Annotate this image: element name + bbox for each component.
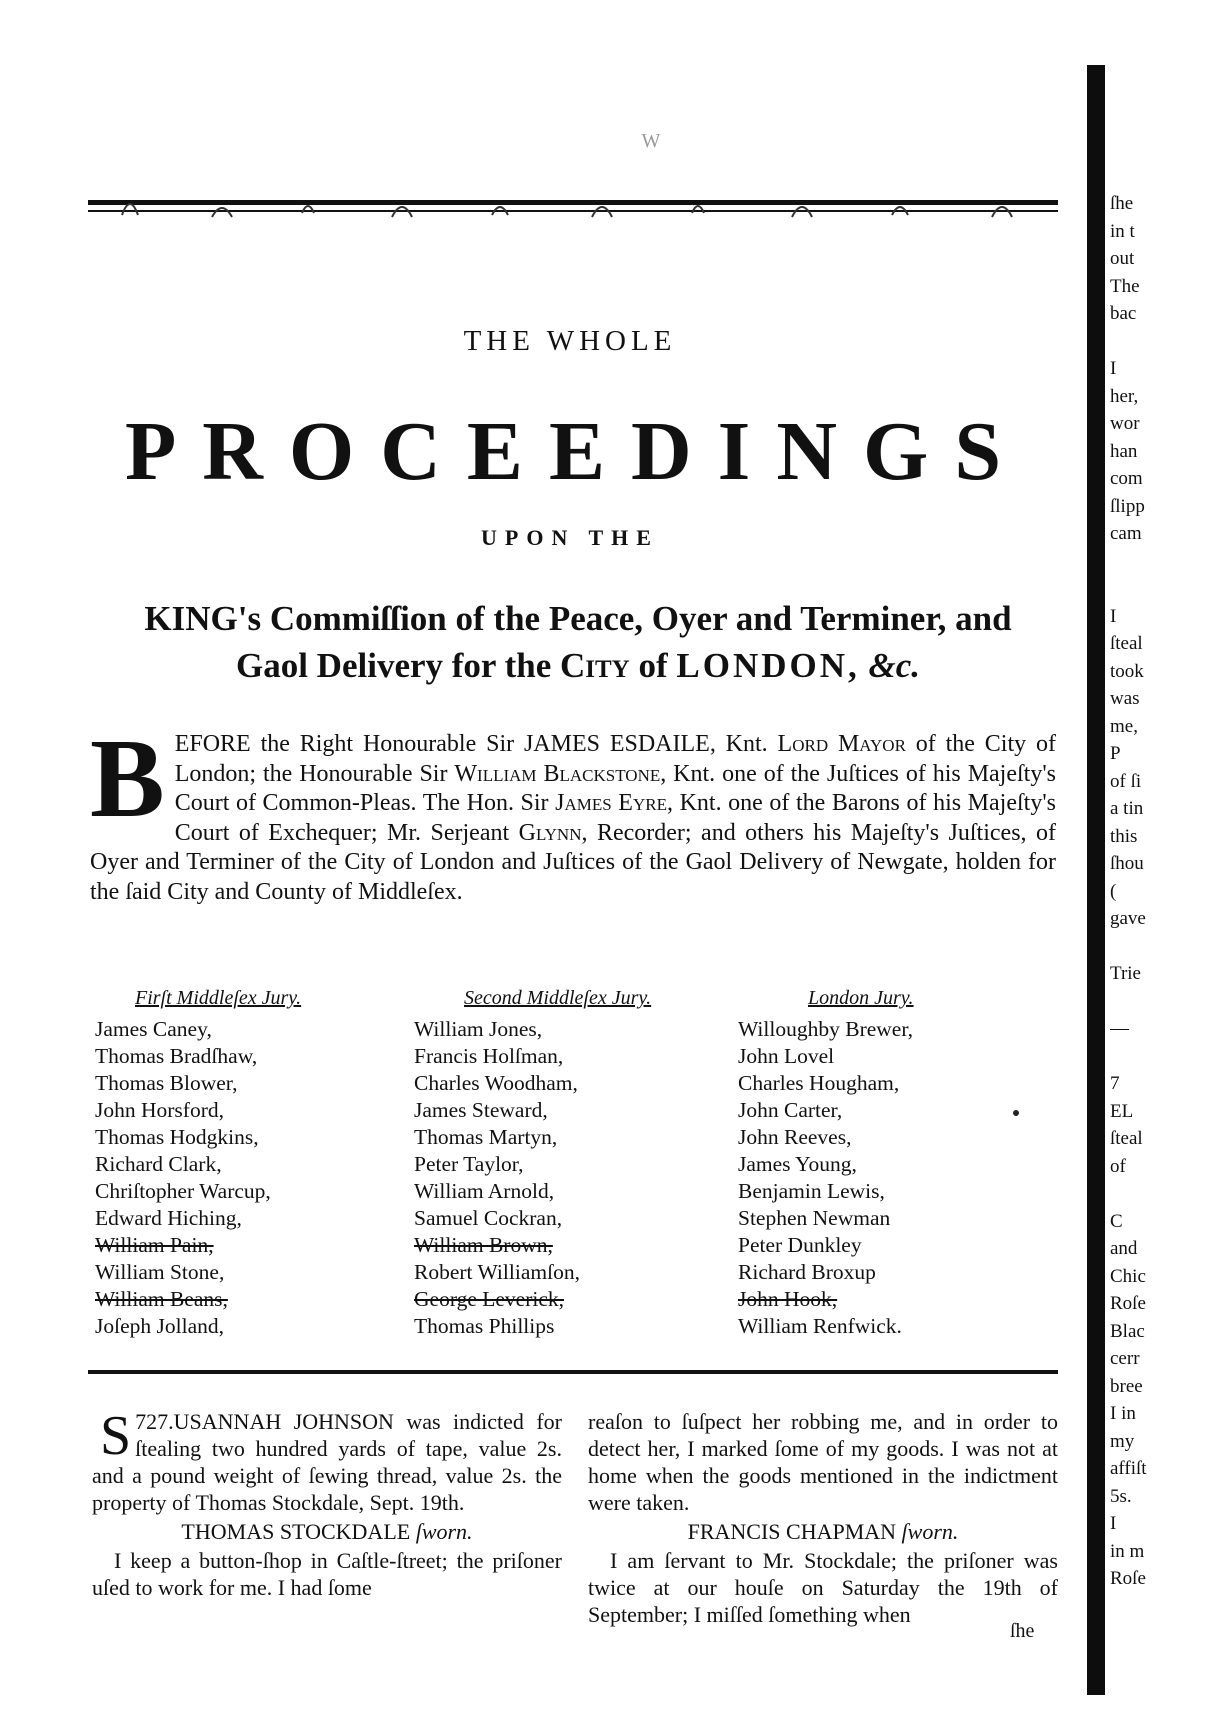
next-page-line: took [1110, 660, 1144, 682]
next-page-line [1110, 548, 1209, 576]
title-upon-the: UPON THE [481, 525, 659, 550]
next-page-line: ( [1110, 880, 1117, 902]
preamble-text-e: Recorder; and others his Majeſty's Juſtices, of Oyer and Terminer of the City of London and Juſtices of the Gaol Delivery of Newgate, holden for the ſaid City and County of Middleſex. [90, 819, 1056, 905]
witness-sworn: ſworn. [415, 1519, 473, 1544]
preamble-glynn: Glynn, [518, 819, 588, 846]
title-proceedings: PROCEEDINGS [124, 405, 1028, 498]
next-page-line: a tin [1110, 798, 1144, 819]
witness-name: THOMAS STOCKDALE [181, 1519, 411, 1544]
jury-member: James Young, [738, 1152, 857, 1176]
catchword: ſhe [1010, 1620, 1035, 1642]
preamble-text-c: Knt. one of the Juſtices of his Majeſty's Court of Common-Pleas. The Hon. Sir [174, 760, 1056, 816]
next-page-line: — [1110, 1018, 1129, 1039]
preamble-text-b: of the City of London; the Honourable Sir [174, 731, 1056, 787]
jury-member: Thomas Bradſhaw, [95, 1044, 258, 1068]
next-page-line: cerr [1110, 1348, 1140, 1369]
next-page-line: ſteal [1110, 633, 1143, 654]
next-page-line: I [1110, 605, 1117, 627]
jury-member-struck: William Pain, [95, 1233, 214, 1257]
delivery-city: City [559, 646, 630, 685]
ornament-flourish-icon [92, 182, 1060, 222]
jury-member: Edward Hiching, [95, 1206, 242, 1230]
witness-heading [588, 1518, 1058, 1545]
jury-member: William Jones, [414, 1017, 543, 1041]
jury-heading: Second Middleſex Jury. [464, 987, 652, 1009]
next-page-line: ſhe [1110, 193, 1134, 214]
next-page-line [1110, 1180, 1209, 1208]
witness-heading [92, 1518, 562, 1545]
section-rule [88, 1370, 1058, 1374]
jury-member: William Arnold, [414, 1179, 555, 1203]
next-page-line: me, [1110, 715, 1138, 737]
witness-testimony: I keep a button-ſhop in Caſtle-ſtreet; the priſoner uſed to work for me. I had ſome [92, 1548, 562, 1600]
next-page-line: Roſe [1110, 1568, 1146, 1589]
jury-member: Joſeph Jolland, [95, 1314, 224, 1338]
next-page-line: P [1110, 743, 1121, 764]
next-page-line: of [1110, 1155, 1126, 1177]
next-page-line: Trie [1110, 963, 1141, 984]
next-page-line: EL [1110, 1100, 1134, 1122]
case-initial: S [100, 1405, 132, 1467]
next-page-line: and [1110, 1238, 1138, 1259]
jury-member: Thomas Martyn, [414, 1125, 558, 1149]
ink-spot [1013, 1110, 1019, 1116]
case-opening-text: USANNAH JOHNSON was indicted for ſtealing two hundred yards of tape, value 2s. and a pound weight of ſewing thread, value 2s. the property of Thomas Stockdale, Sept. 19th. [92, 1409, 562, 1515]
next-page-line: han [1110, 440, 1138, 462]
jury-member: John Lovel [738, 1044, 835, 1068]
case-opening [92, 1405, 562, 1516]
next-page-line: I [1110, 1513, 1117, 1534]
jury-member-struck: William Beans, [95, 1287, 228, 1311]
preamble-text-d: Knt. one of the Barons of his Majeſty's Court of Exchequer; Mr. Serjeant [174, 790, 1056, 846]
next-page-line: ſlipp [1110, 495, 1145, 517]
next-page-line: 5s. [1110, 1485, 1132, 1507]
next-page-line [1110, 933, 1209, 961]
jury-member: Charles Woodham, [414, 1071, 578, 1095]
testimony-continued: reaſon to ſuſpect her robbing me, and in order to detect her, I marked ſome of my goods. I was not at home when the goods mentioned in the indictment were taken. [588, 1409, 1058, 1515]
next-page-line: C [1110, 1210, 1123, 1232]
jury-member: John Carter, [738, 1098, 843, 1122]
next-page-line: wor [1110, 413, 1140, 434]
preamble-eyre: James Eyre, [555, 790, 673, 816]
case-column-left [92, 1405, 562, 1601]
case-column-right [588, 1408, 1058, 1628]
jury-member-struck: John Hook, [738, 1287, 838, 1311]
next-page-line: bree [1110, 1375, 1143, 1397]
witness-testimony: I am ſervant to Mr. Stockdale; the priſoner was twice at our houſe on Saturday the 19th of September; I miſſed ſomething when [588, 1548, 1058, 1627]
title-the-whole: THE WHOLE [463, 325, 677, 357]
next-page-line: affiſt [1110, 1458, 1147, 1479]
next-page-line: was [1110, 688, 1140, 709]
delivery-london: LONDON, [676, 646, 860, 685]
jury-list-first-middlesex [95, 985, 385, 1340]
next-page-line: this [1110, 825, 1138, 847]
jury-member-struck: George Leverick, [414, 1287, 565, 1311]
jury-member: James Steward, [414, 1098, 548, 1122]
preamble-paragraph [90, 717, 1056, 907]
witness-sworn: ſworn. [901, 1519, 959, 1544]
next-page-line: my [1110, 1430, 1135, 1452]
next-page-line: ſteal [1110, 1128, 1143, 1149]
next-page-line: of ſi [1110, 770, 1142, 792]
next-page-line: ſhou [1110, 853, 1144, 874]
page-marker: W [641, 130, 679, 152]
case-number: 727. [135, 1409, 174, 1434]
jury-member: James Caney, [95, 1017, 212, 1041]
next-page-fragment [1110, 190, 1209, 1593]
title-commission-line: KING's Commiſſion of the Peace, Oyer and Terminer, and [144, 599, 1012, 638]
jury-member: John Reeves, [738, 1125, 852, 1149]
jury-member: Thomas Phillips [414, 1314, 555, 1338]
delivery-etc: &c. [868, 646, 921, 685]
jury-member: Benjamin Lewis, [738, 1179, 885, 1203]
next-page-line [1110, 575, 1209, 603]
jury-member: Samuel Cockran, [414, 1206, 563, 1230]
preamble-dropcap: B [90, 717, 165, 841]
next-page-line: The [1110, 275, 1140, 297]
preamble-text-a: EFORE the Right Honourable Sir JAMES ESDAILE, Knt. [174, 731, 768, 757]
next-page-line: in t [1110, 220, 1135, 242]
delivery-prefix: Gaol Delivery for the [235, 646, 552, 685]
next-page-line: cam [1110, 523, 1142, 544]
next-page-line [1110, 988, 1209, 1016]
jury-heading: London Jury. [808, 987, 914, 1009]
jury-member: Chriſtopher Warcup, [95, 1179, 271, 1203]
next-page-line: com [1110, 468, 1143, 489]
next-page-line: Chic [1110, 1265, 1146, 1287]
jury-member: Peter Dunkley [738, 1233, 862, 1257]
next-page-line: I [1110, 358, 1117, 379]
jury-member: Willoughby Brewer, [738, 1017, 914, 1041]
jury-member: Stephen Newman [738, 1206, 891, 1230]
jury-member: William Stone, [95, 1260, 225, 1284]
next-page-line: I in [1110, 1403, 1136, 1424]
jury-member: Thomas Hodgkins, [95, 1125, 259, 1149]
preamble-lord-mayor: Lord Mayor [777, 731, 906, 757]
next-page-line: out [1110, 248, 1135, 269]
next-page-line [1110, 1043, 1209, 1071]
delivery-of: of [638, 646, 668, 685]
next-page-line: 7 [1110, 1073, 1120, 1094]
next-page-line: Blac [1110, 1320, 1145, 1342]
next-page-line: gave [1110, 908, 1146, 929]
title-delivery-line [88, 645, 1068, 687]
jury-member: Charles Hougham, [738, 1071, 900, 1095]
jury-member: Robert Williamſon, [414, 1260, 580, 1284]
next-page-line: in m [1110, 1540, 1145, 1562]
jury-member: Thomas Blower, [95, 1071, 238, 1095]
jury-member: Francis Holſman, [414, 1044, 564, 1068]
preamble-blackstone: William Blackstone, [454, 760, 667, 787]
next-page-line [1110, 328, 1209, 356]
next-page-line: her, [1110, 385, 1139, 407]
jury-member: William Renfwick. [738, 1314, 902, 1338]
witness-name: FRANCIS CHAPMAN [687, 1519, 897, 1544]
jury-member-struck: William Brown, [414, 1233, 553, 1257]
binding-gutter [1087, 65, 1105, 1695]
jury-member: Richard Clark, [95, 1152, 222, 1176]
jury-list-london [738, 985, 1038, 1340]
jury-member: Richard Broxup [738, 1260, 876, 1284]
jury-member: Peter Taylor, [414, 1152, 524, 1176]
jury-heading: Firſt Middleſex Jury. [135, 987, 302, 1009]
next-page-line: bac [1110, 303, 1137, 324]
jury-list-second-middlesex [414, 985, 704, 1340]
jury-member: John Horsford, [95, 1098, 224, 1122]
next-page-line: Roſe [1110, 1293, 1146, 1314]
